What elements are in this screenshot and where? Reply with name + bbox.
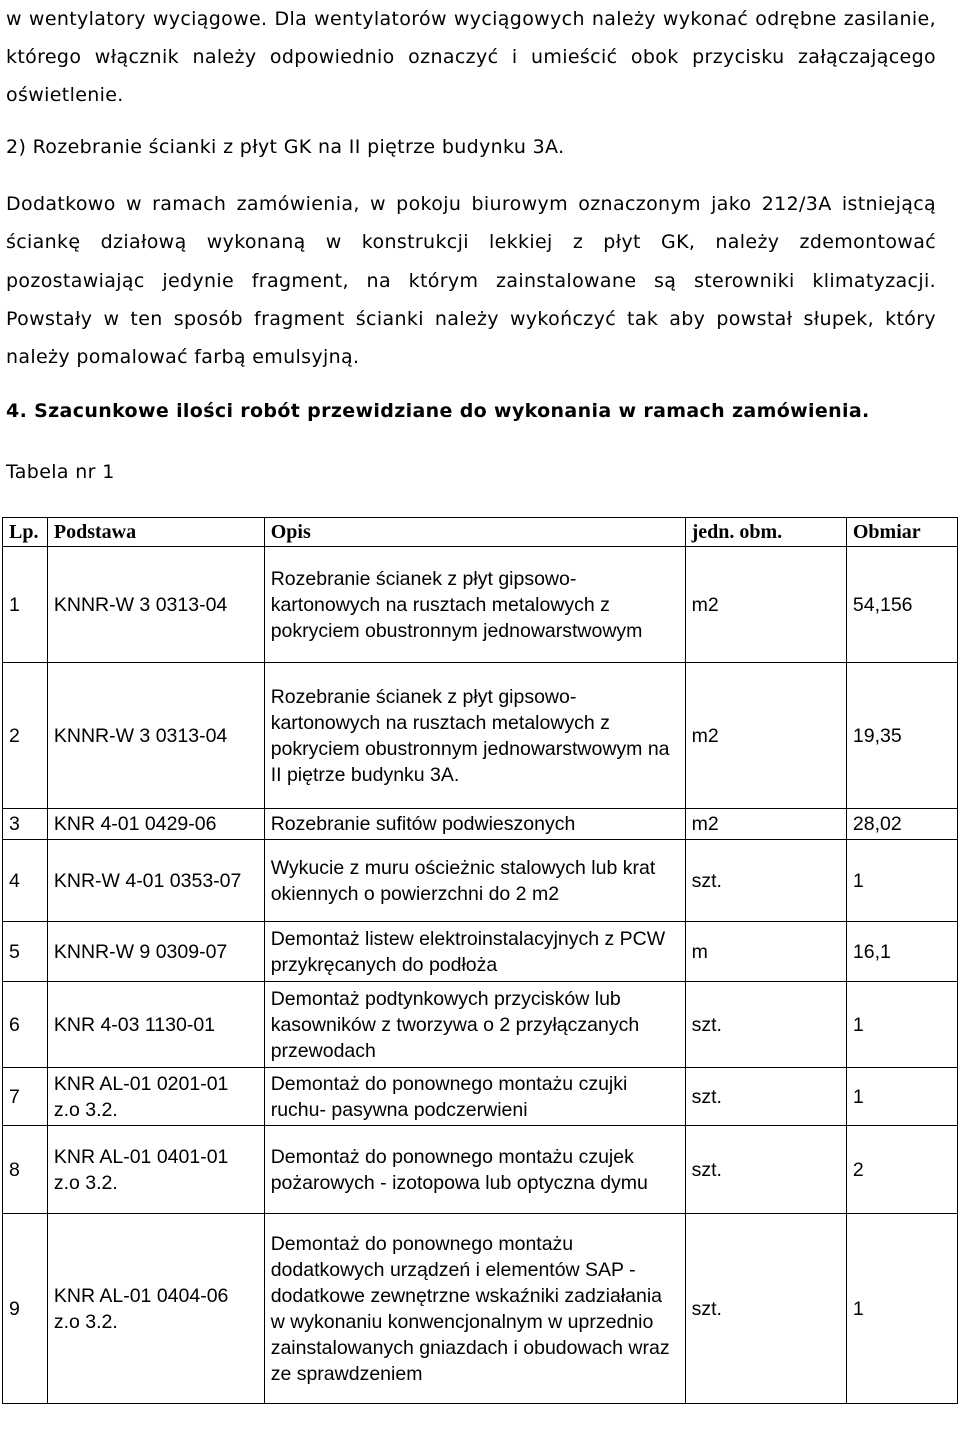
section-4-heading: 4. Szacunkowe ilości robót przewidziane do wykonania w ramach zamówienia. (6, 400, 870, 422)
cell-jedn: m2 (685, 663, 846, 809)
section-2-title: 2) Rozebranie ścianki z płyt GK na II piętrze budynku 3A. (6, 136, 565, 158)
cell-opis: Demontaż listew elektroinstalacyjnych z PCW przykręcanych do podłoża (264, 922, 685, 982)
table-row (3, 922, 958, 982)
cell-jedn: m2 (685, 547, 846, 663)
cell-lp: 7 (3, 1068, 48, 1126)
cell-jedn: szt. (685, 1214, 846, 1404)
cell-podstawa: KNR-W 4-01 0353-07 (47, 840, 264, 922)
cell-lp: 1 (3, 547, 48, 663)
cell-obmiar: 1 (846, 1068, 957, 1126)
cell-podstawa: KNR AL-01 0404-06 z.o 3.2. (47, 1214, 264, 1404)
cell-podstawa: KNNR-W 3 0313-04 (47, 547, 264, 663)
cell-jedn: szt. (685, 840, 846, 922)
cell-opis: Rozebranie ścianek z płyt gipsowo-kartonowych na rusztach metalowych z pokryciem obustronnym jednowarstwowym (264, 547, 685, 663)
cell-lp: 9 (3, 1214, 48, 1404)
cell-opis: Demontaż do ponownego montażu czujki ruchu- pasywna podczerwieni (264, 1068, 685, 1126)
cell-opis: Demontaż podtynkowych przycisków lub kasowników z tworzywa o 2 przyłączanych przewodach (264, 982, 685, 1068)
cell-podstawa: KNR 4-01 0429-06 (47, 809, 264, 840)
cell-lp: 3 (3, 809, 48, 840)
cell-lp: 2 (3, 663, 48, 809)
cell-jedn: m2 (685, 809, 846, 840)
table-row (3, 547, 958, 663)
cell-opis: Rozebranie sufitów podwieszonych (264, 809, 685, 840)
header-jedn: jedn. obm. (685, 518, 846, 547)
table-row (3, 1214, 958, 1404)
header-obmiar: Obmiar (846, 518, 957, 547)
table-row (3, 663, 958, 809)
cell-opis: Demontaż do ponownego montażu dodatkowych urządzeń i elementów SAP - dodatkowe zewnętrzne wskaźniki zadziałania w wykonaniu konwencjonalnym w uprzednio zainstalowanych gniazdach i obudowach wraz ze sprawdzeniem (264, 1214, 685, 1404)
cell-podstawa: KNR AL-01 0401-01 z.o 3.2. (47, 1126, 264, 1214)
cell-podstawa: KNNR-W 9 0309-07 (47, 922, 264, 982)
table-row (3, 840, 958, 922)
cell-lp: 4 (3, 840, 48, 922)
cell-obmiar: 2 (846, 1126, 957, 1214)
intro-paragraph: w wentylatory wyciągowe. Dla wentylatorów wyciągowych należy wykonać odrębne zasilanie, którego włącznik należy odpowiednio oznaczyć i umieścić obok przycisku załączającego oświetlenie. (6, 8, 936, 106)
cell-opis: Demontaż do ponownego montażu czujek pożarowych - izotopowa lub optyczna dymu (264, 1126, 685, 1214)
cell-obmiar: 19,35 (846, 663, 957, 809)
cell-jedn: szt. (685, 1126, 846, 1214)
cell-opis: Wykucie z muru ościeżnic stalowych lub krat okiennych o powierzchni do 2 m2 (264, 840, 685, 922)
cell-jedn: szt. (685, 982, 846, 1068)
header-lp: Lp. (3, 518, 48, 547)
cell-lp: 8 (3, 1126, 48, 1214)
cell-jedn: m (685, 922, 846, 982)
header-opis: Opis (264, 518, 685, 547)
cell-podstawa: KNNR-W 3 0313-04 (47, 663, 264, 809)
cell-obmiar: 1 (846, 840, 957, 922)
cell-obmiar: 54,156 (846, 547, 957, 663)
cell-podstawa: KNR 4-03 1130-01 (47, 982, 264, 1068)
section-2-body: Dodatkowo w ramach zamówienia, w pokoju biurowym oznaczonym jako 212/3A istniejącą ściankę działową wykonaną w konstrukcji lekkiej z płyt GK, należy zdemontować pozostawiając jedynie fragment, na którym zainstalowane są sterowniki klimatyzacji. Powstały w ten sposób fragment ścianki należy wykończyć tak aby powstał słupek, który należy pomalować farbą emulsyjną. (6, 193, 936, 369)
cell-jedn: szt. (685, 1068, 846, 1126)
table-row (3, 982, 958, 1068)
table-row (3, 1126, 958, 1214)
cell-obmiar: 1 (846, 982, 957, 1068)
cell-lp: 6 (3, 982, 48, 1068)
table-row (3, 1068, 958, 1126)
cell-obmiar: 1 (846, 1214, 957, 1404)
table-caption: Tabela nr 1 (6, 461, 115, 483)
table-row (3, 809, 958, 840)
cell-obmiar: 28,02 (846, 809, 957, 840)
works-table (2, 517, 958, 1404)
cell-podstawa: KNR AL-01 0201-01 z.o 3.2. (47, 1068, 264, 1126)
header-podstawa: Podstawa (47, 518, 264, 547)
cell-obmiar: 16,1 (846, 922, 957, 982)
table-header-row (3, 518, 958, 547)
cell-lp: 5 (3, 922, 48, 982)
cell-opis: Rozebranie ścianek z płyt gipsowo-kartonowych na rusztach metalowych z pokryciem obustronnym jednowarstwowym na II piętrze budynku 3A. (264, 663, 685, 809)
